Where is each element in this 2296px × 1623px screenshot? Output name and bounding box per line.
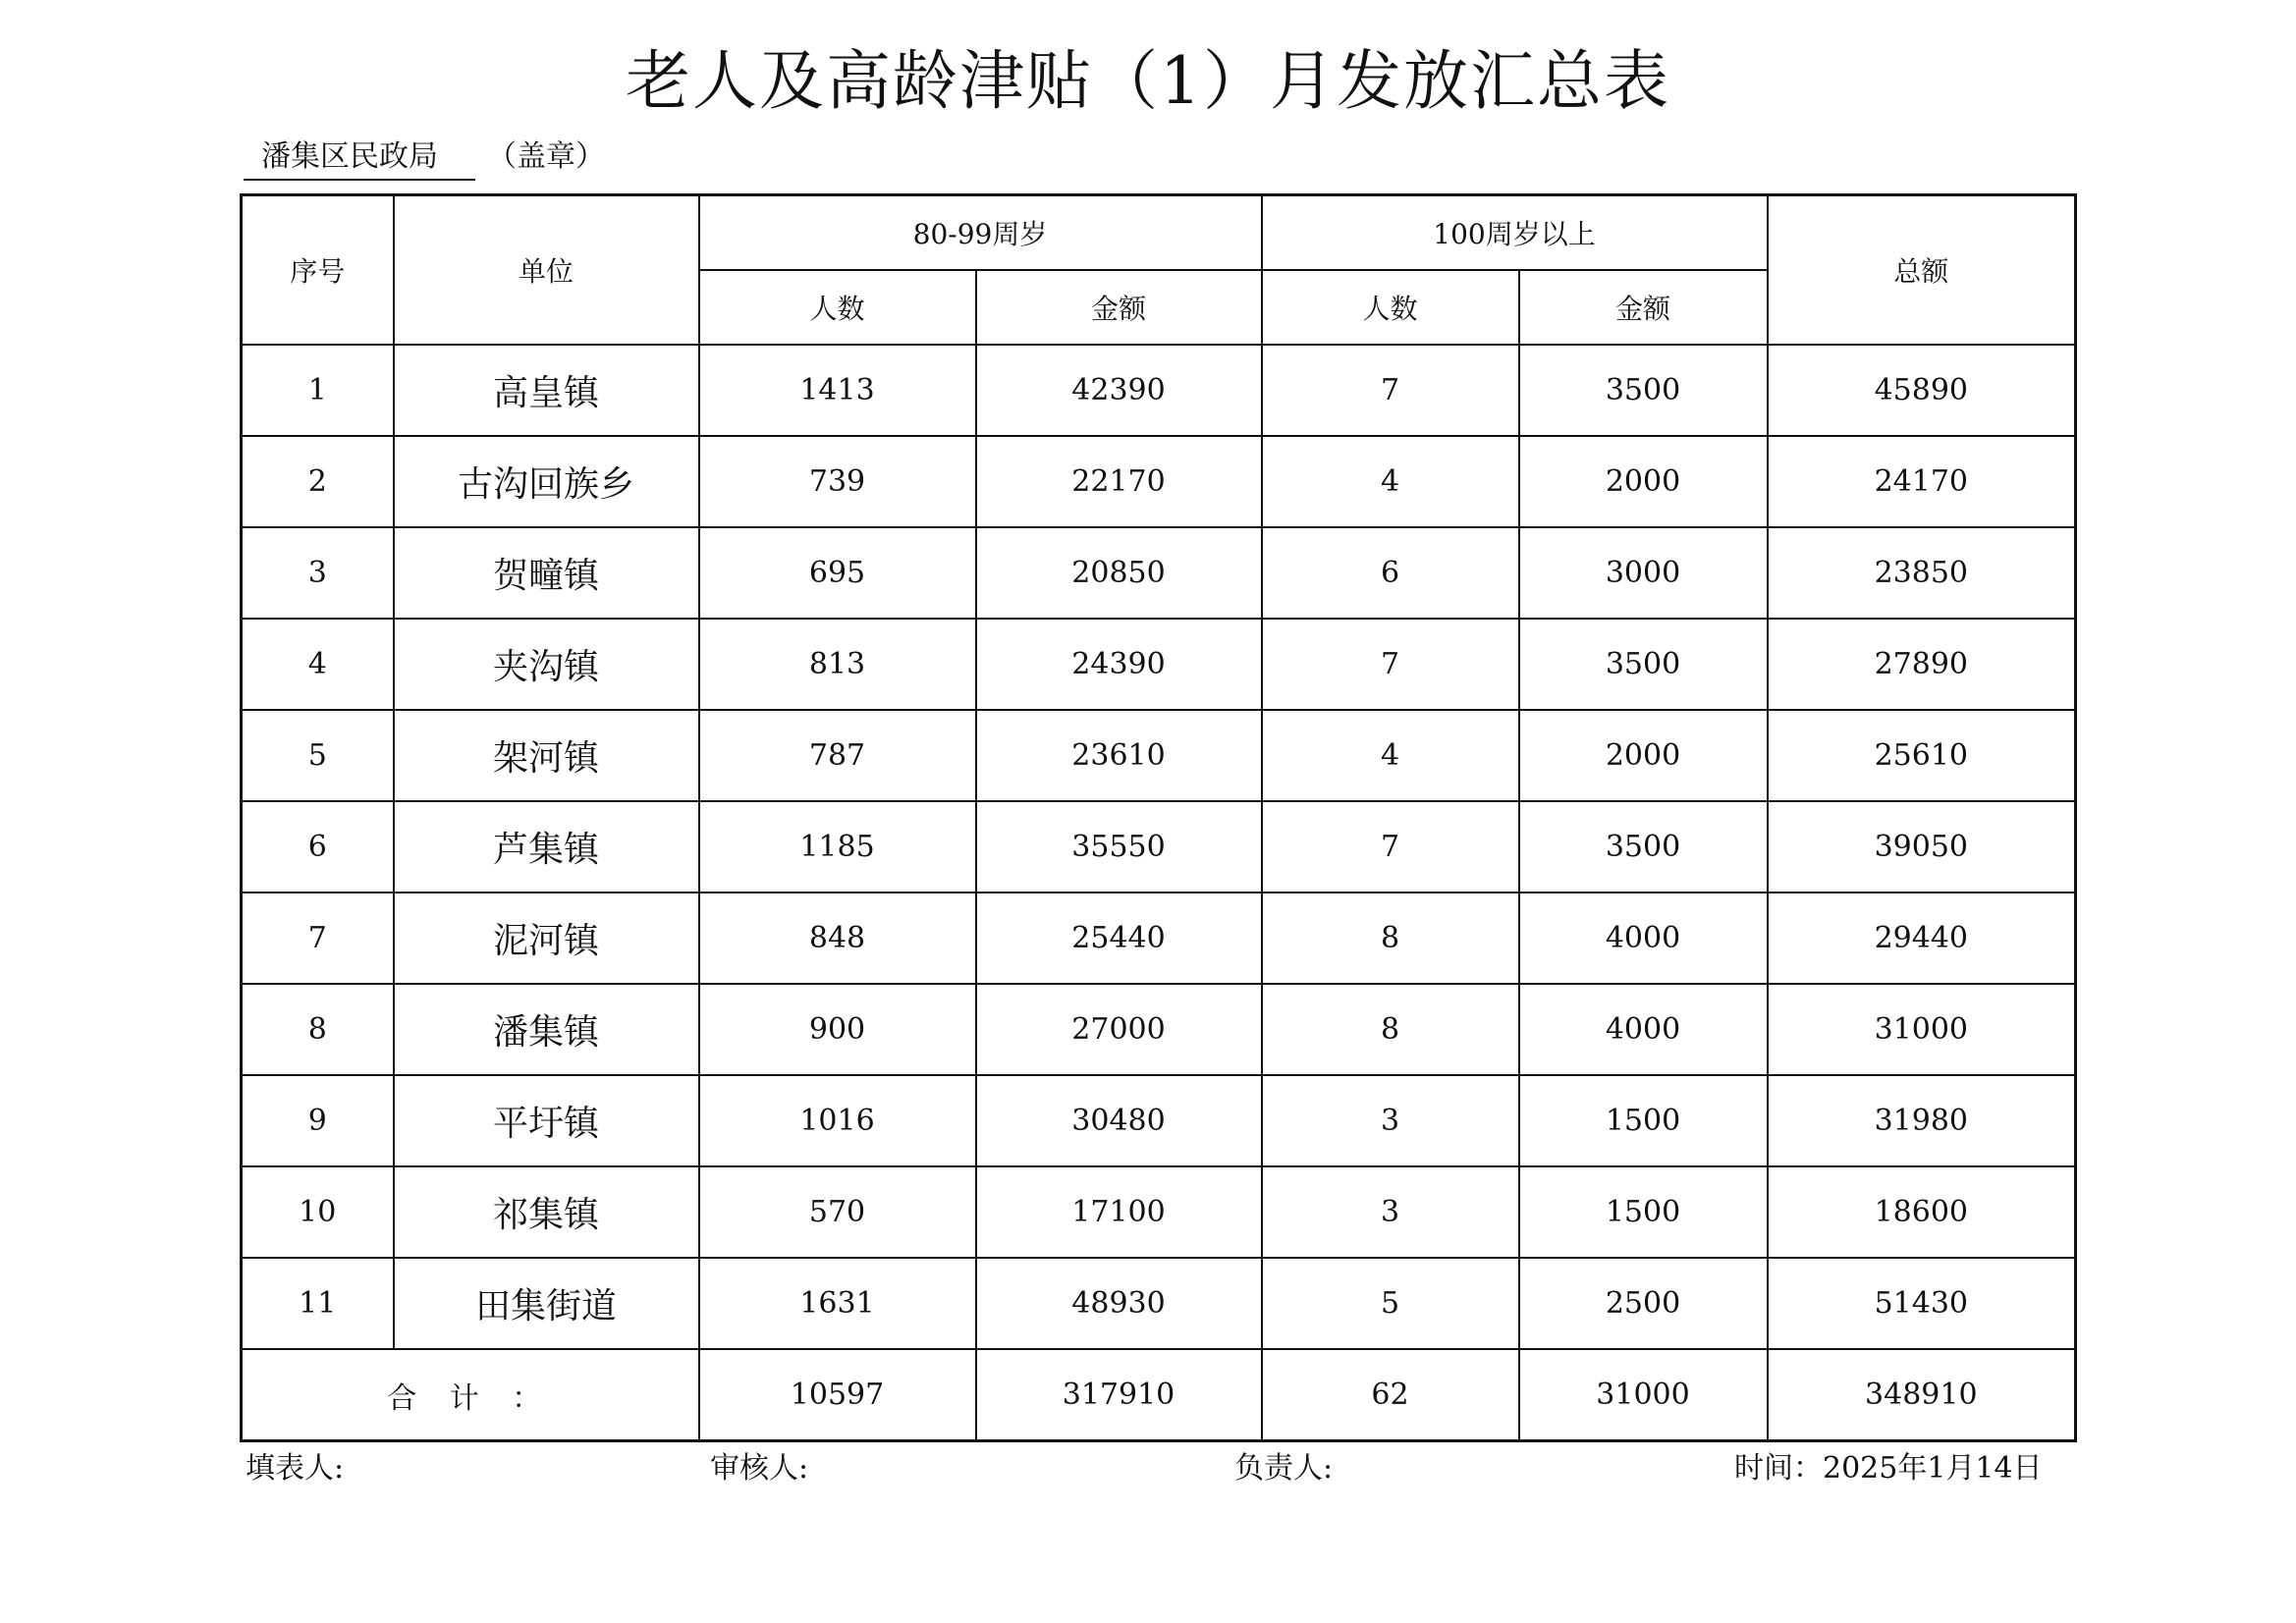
cell-amount-100: 4000 bbox=[1519, 893, 1768, 984]
cell-unit: 贺疃镇 bbox=[394, 527, 699, 619]
reviewer-label: 审核人: bbox=[710, 1451, 809, 1486]
cell-unit: 高皇镇 bbox=[394, 345, 699, 436]
header-total: 总额 bbox=[1768, 195, 2076, 346]
table-row bbox=[242, 710, 2076, 801]
cell-index: 3 bbox=[242, 527, 394, 619]
table-row bbox=[242, 801, 2076, 893]
cell-people-100: 7 bbox=[1262, 345, 1519, 436]
cell-total: 23850 bbox=[1768, 527, 2076, 619]
cell-amount-80-99: 25440 bbox=[976, 893, 1262, 984]
cell-people-80-99: 848 bbox=[699, 893, 976, 984]
cell-people-80-99: 900 bbox=[699, 984, 976, 1075]
cell-total: 18600 bbox=[1768, 1166, 2076, 1258]
cell-index: 8 bbox=[242, 984, 394, 1075]
cell-people-100: 3 bbox=[1262, 1166, 1519, 1258]
cell-unit: 田集街道 bbox=[394, 1258, 699, 1349]
cell-people-80-99: 1631 bbox=[699, 1258, 976, 1349]
cell-total: 45890 bbox=[1768, 345, 2076, 436]
cell-unit: 泥河镇 bbox=[394, 893, 699, 984]
header-row-primary bbox=[242, 195, 2076, 271]
cell-index: 2 bbox=[242, 436, 394, 527]
cell-index: 7 bbox=[242, 893, 394, 984]
cell-total: 27890 bbox=[1768, 619, 2076, 710]
table-row bbox=[242, 1166, 2076, 1258]
header-unit: 单位 bbox=[394, 195, 699, 346]
cell-amount-80-99: 23610 bbox=[976, 710, 1262, 801]
cell-amount-80-99: 17100 bbox=[976, 1166, 1262, 1258]
cell-unit: 平圩镇 bbox=[394, 1075, 699, 1166]
cell-people-100: 7 bbox=[1262, 801, 1519, 893]
cell-amount-80-99: 48930 bbox=[976, 1258, 1262, 1349]
cell-amount-100: 3500 bbox=[1519, 619, 1768, 710]
cell-people-80-99: 1413 bbox=[699, 345, 976, 436]
responsible-label: 负责人: bbox=[1234, 1451, 1334, 1486]
cell-unit: 古沟回族乡 bbox=[394, 436, 699, 527]
cell-index: 4 bbox=[242, 619, 394, 710]
cell-amount-100: 2500 bbox=[1519, 1258, 1768, 1349]
cell-total: 24170 bbox=[1768, 436, 2076, 527]
header-people-80-99: 人数 bbox=[699, 270, 976, 345]
cell-amount-100: 1500 bbox=[1519, 1166, 1768, 1258]
cell-people-100: 4 bbox=[1262, 436, 1519, 527]
cell-amount-80-99: 22170 bbox=[976, 436, 1262, 527]
header-index: 序号 bbox=[242, 195, 394, 346]
table-row bbox=[242, 619, 2076, 710]
cell-people-80-99: 739 bbox=[699, 436, 976, 527]
cell-amount-100: 4000 bbox=[1519, 984, 1768, 1075]
cell-amount-100: 3500 bbox=[1519, 345, 1768, 436]
cell-total: 39050 bbox=[1768, 801, 2076, 893]
organization-line bbox=[244, 137, 605, 181]
date-label: 时间：2025年1月14日 bbox=[1734, 1451, 2043, 1486]
cell-people-100: 8 bbox=[1262, 984, 1519, 1075]
allowance-summary-table bbox=[240, 193, 2077, 1442]
cell-amount-100: 1500 bbox=[1519, 1075, 1768, 1166]
cell-total: 31980 bbox=[1768, 1075, 2076, 1166]
totals-grand-total: 348910 bbox=[1768, 1349, 2076, 1441]
cell-index: 9 bbox=[242, 1075, 394, 1166]
cell-people-80-99: 1185 bbox=[699, 801, 976, 893]
cell-people-100: 7 bbox=[1262, 619, 1519, 710]
cell-unit: 芦集镇 bbox=[394, 801, 699, 893]
seal-note: （盖章） bbox=[487, 139, 605, 174]
cell-amount-100: 2000 bbox=[1519, 710, 1768, 801]
cell-people-100: 4 bbox=[1262, 710, 1519, 801]
table-row bbox=[242, 527, 2076, 619]
cell-amount-80-99: 30480 bbox=[976, 1075, 1262, 1166]
cell-index: 10 bbox=[242, 1166, 394, 1258]
cell-people-100: 6 bbox=[1262, 527, 1519, 619]
organization-name: 潘集区民政局 bbox=[244, 137, 475, 181]
totals-people-80-99: 10597 bbox=[699, 1349, 976, 1441]
cell-total: 51430 bbox=[1768, 1258, 2076, 1349]
cell-people-100: 5 bbox=[1262, 1258, 1519, 1349]
header-group-100-plus: 100周岁以上 bbox=[1262, 195, 1768, 271]
cell-amount-100: 3500 bbox=[1519, 801, 1768, 893]
table-row bbox=[242, 436, 2076, 527]
document-title: 老人及高龄津贴（1）月发放汇总表 bbox=[626, 43, 1670, 119]
cell-index: 5 bbox=[242, 710, 394, 801]
cell-index: 1 bbox=[242, 345, 394, 436]
cell-amount-100: 3000 bbox=[1519, 527, 1768, 619]
totals-label: 合 计 ： bbox=[242, 1349, 699, 1441]
cell-amount-80-99: 24390 bbox=[976, 619, 1262, 710]
table-row bbox=[242, 1258, 2076, 1349]
cell-unit: 潘集镇 bbox=[394, 984, 699, 1075]
cell-amount-80-99: 20850 bbox=[976, 527, 1262, 619]
totals-amount-100: 31000 bbox=[1519, 1349, 1768, 1441]
totals-row bbox=[242, 1349, 2076, 1441]
cell-people-80-99: 813 bbox=[699, 619, 976, 710]
filler-label: 填表人: bbox=[246, 1451, 345, 1486]
cell-unit: 架河镇 bbox=[394, 710, 699, 801]
cell-total: 25610 bbox=[1768, 710, 2076, 801]
cell-unit: 夹沟镇 bbox=[394, 619, 699, 710]
table-row bbox=[242, 984, 2076, 1075]
totals-people-100: 62 bbox=[1262, 1349, 1519, 1441]
cell-people-100: 3 bbox=[1262, 1075, 1519, 1166]
cell-people-80-99: 570 bbox=[699, 1166, 976, 1258]
cell-people-80-99: 695 bbox=[699, 527, 976, 619]
cell-amount-80-99: 35550 bbox=[976, 801, 1262, 893]
cell-unit: 祁集镇 bbox=[394, 1166, 699, 1258]
header-amount-80-99: 金额 bbox=[976, 270, 1262, 345]
header-group-80-99: 80-99周岁 bbox=[699, 195, 1262, 271]
cell-amount-100: 2000 bbox=[1519, 436, 1768, 527]
cell-people-100: 8 bbox=[1262, 893, 1519, 984]
table-row bbox=[242, 345, 2076, 436]
cell-index: 6 bbox=[242, 801, 394, 893]
table-row bbox=[242, 893, 2076, 984]
cell-total: 31000 bbox=[1768, 984, 2076, 1075]
cell-total: 29440 bbox=[1768, 893, 2076, 984]
header-amount-100: 金额 bbox=[1519, 270, 1768, 345]
header-people-100: 人数 bbox=[1262, 270, 1519, 345]
cell-amount-80-99: 42390 bbox=[976, 345, 1262, 436]
totals-amount-80-99: 317910 bbox=[976, 1349, 1262, 1441]
cell-people-80-99: 787 bbox=[699, 710, 976, 801]
cell-index: 11 bbox=[242, 1258, 394, 1349]
cell-amount-80-99: 27000 bbox=[976, 984, 1262, 1075]
cell-people-80-99: 1016 bbox=[699, 1075, 976, 1166]
table-row bbox=[242, 1075, 2076, 1166]
